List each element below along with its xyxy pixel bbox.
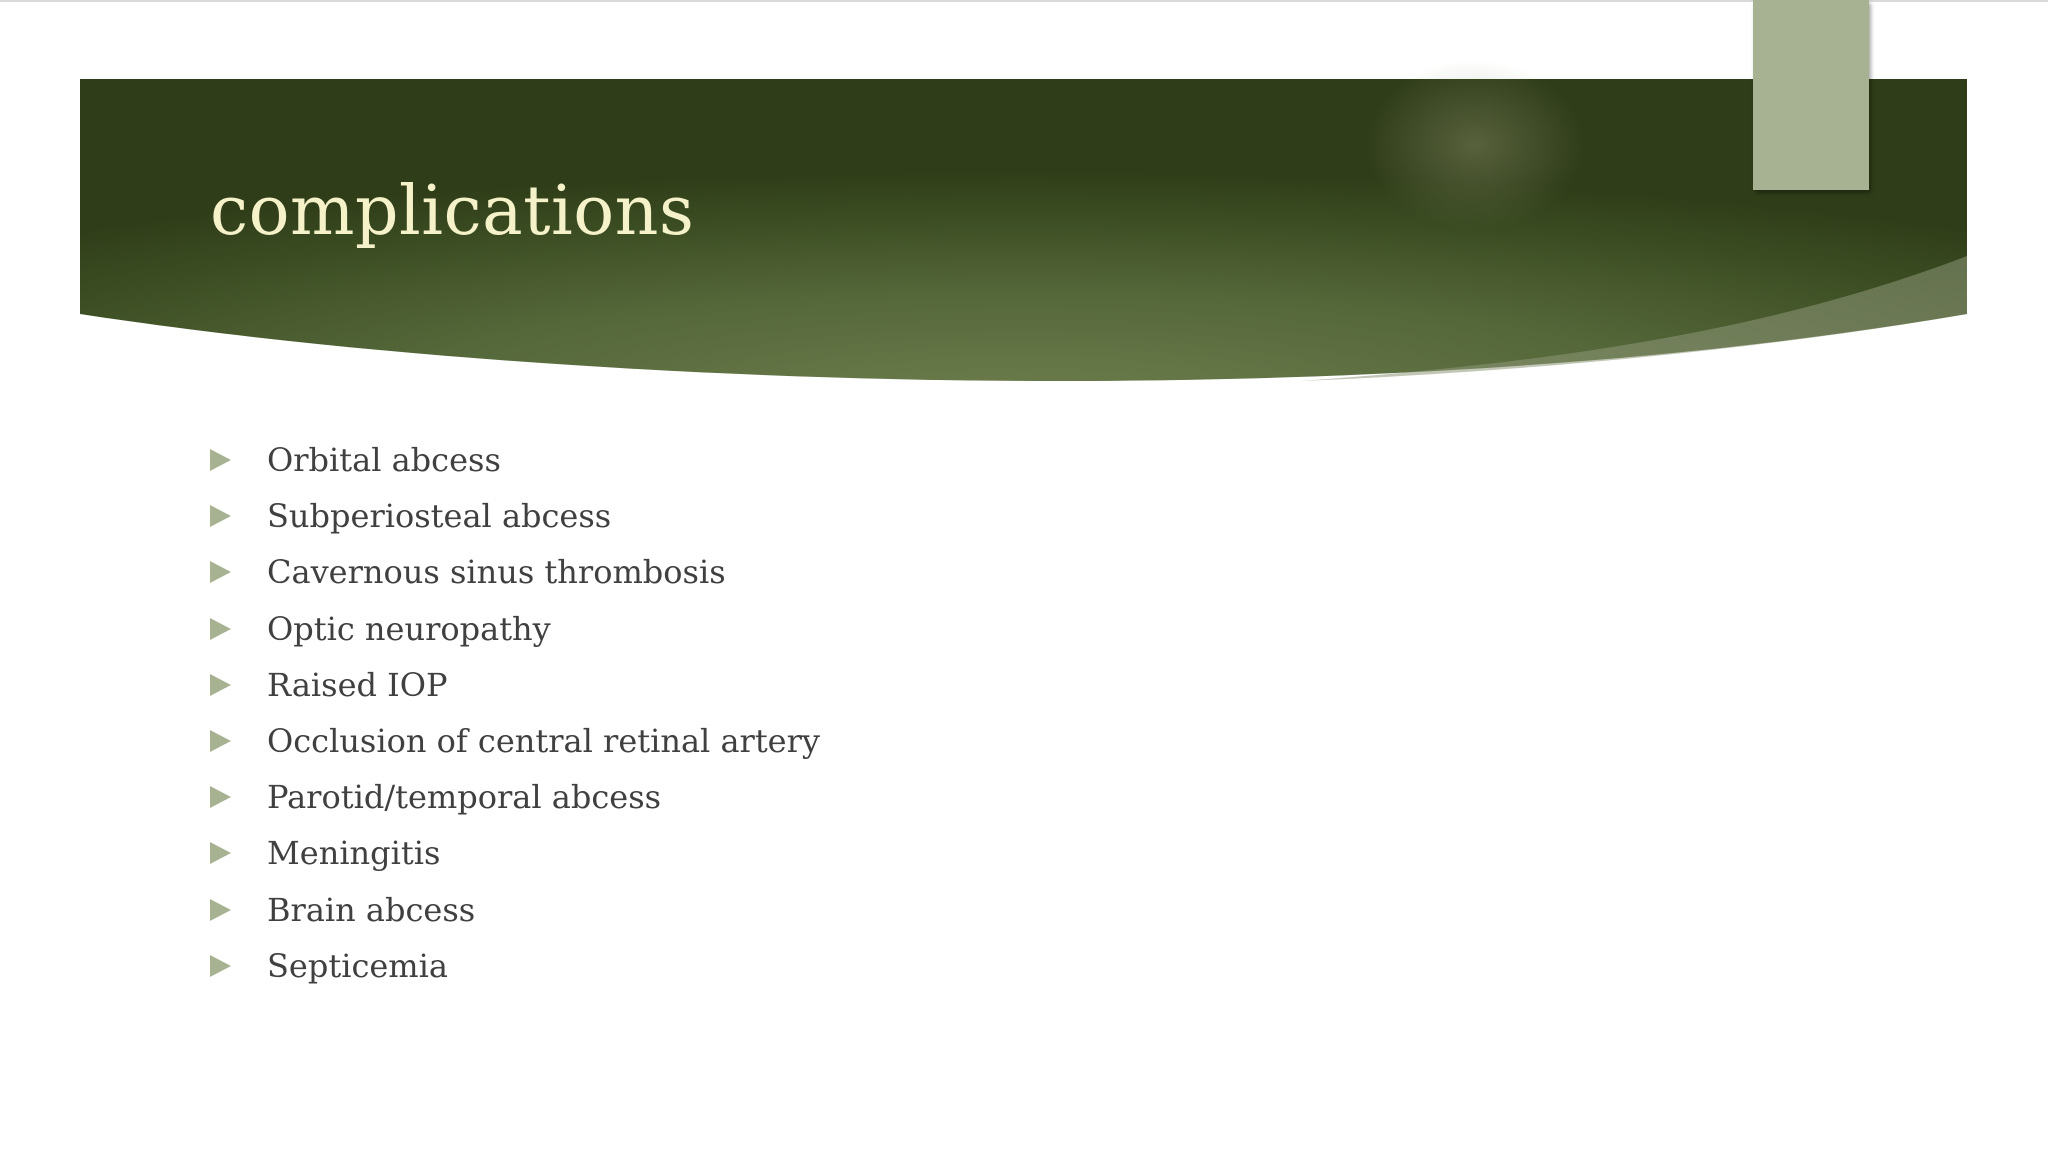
bullet-text: Raised IOP: [267, 665, 448, 704]
list-item: [210, 713, 820, 769]
triangle-right-icon: [210, 618, 231, 640]
triangle-right-icon: [210, 786, 231, 808]
list-item: [210, 938, 820, 994]
bullet-text: Subperiosteal abcess: [267, 497, 612, 536]
bullet-text: Cavernous sinus thrombosis: [267, 553, 726, 592]
bullet-text: Meningitis: [267, 834, 441, 873]
list-item: [210, 488, 820, 544]
list-item: [210, 769, 820, 825]
triangle-right-icon: [210, 842, 231, 864]
bullet-text: Optic neuropathy: [267, 609, 551, 648]
triangle-right-icon: [210, 899, 231, 921]
bullet-text: Septicemia: [267, 946, 448, 985]
triangle-right-icon: [210, 505, 231, 527]
bullet-text: Brain abcess: [267, 890, 476, 929]
triangle-right-icon: [210, 730, 231, 752]
triangle-right-icon: [210, 561, 231, 583]
list-item: [210, 657, 820, 713]
bullet-list: [210, 432, 820, 994]
bullet-text: Parotid/temporal abcess: [267, 778, 662, 817]
list-item: [210, 882, 820, 938]
triangle-right-icon: [210, 674, 231, 696]
triangle-right-icon: [210, 955, 231, 977]
bullet-text: Orbital abcess: [267, 441, 501, 480]
list-item: [210, 825, 820, 881]
list-item: [210, 432, 820, 488]
slide-title: complications: [210, 172, 695, 251]
triangle-right-icon: [210, 449, 231, 471]
bullet-text: Occlusion of central retinal artery: [267, 722, 820, 761]
list-item: [210, 601, 820, 657]
accent-tab: [1753, 0, 1869, 190]
list-item: [210, 544, 820, 600]
